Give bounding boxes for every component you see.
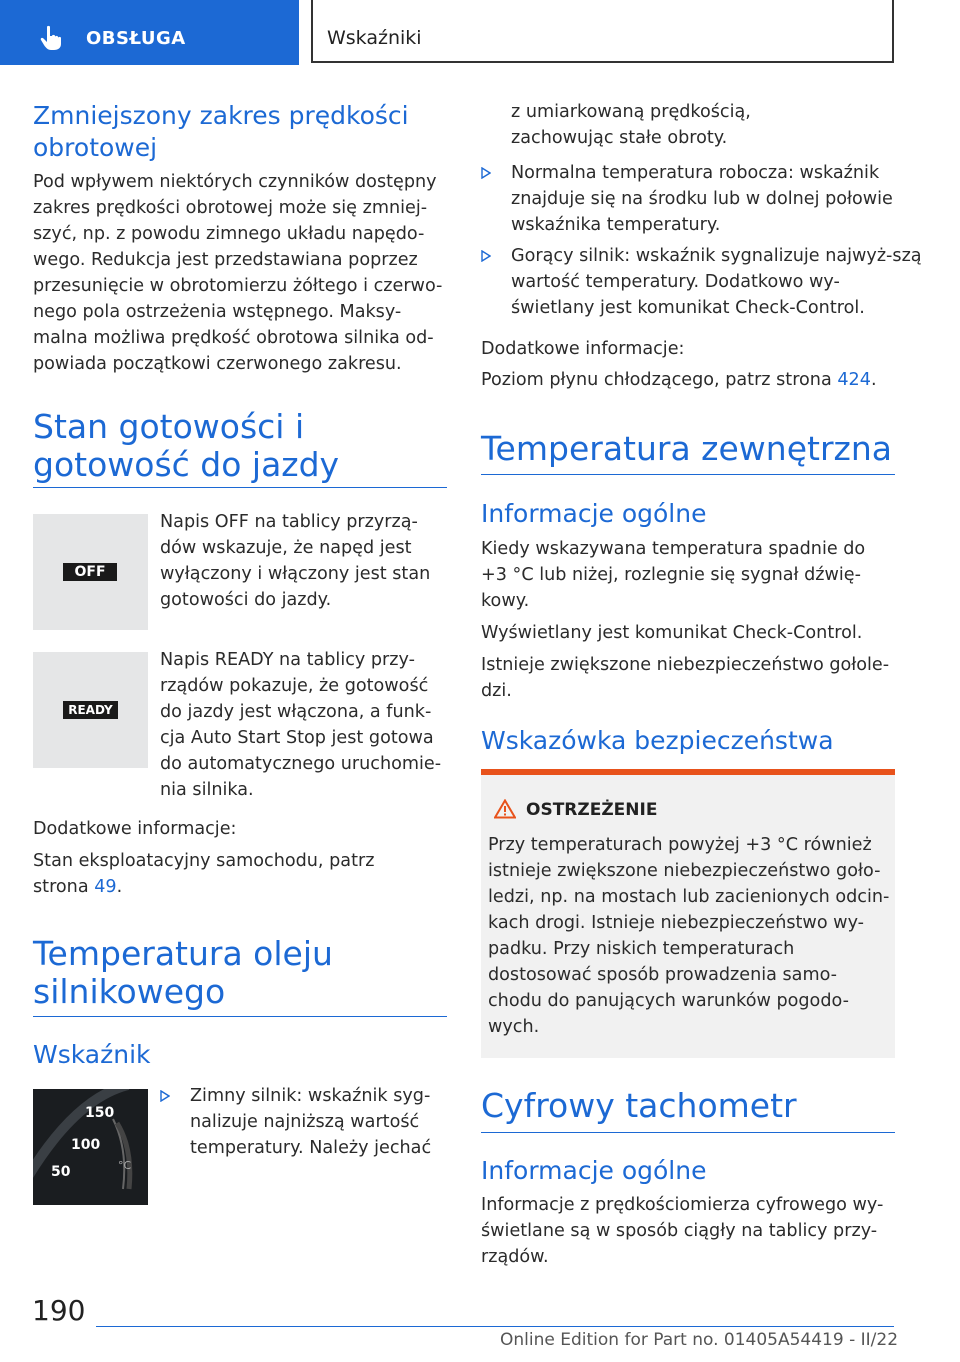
page-number: 190 [32,1294,86,1327]
heading-general-info-1: Informacje ogólne [481,499,707,528]
heading-general-info-2: Informacje ogólne [481,1156,707,1185]
section-label: OBSŁUGA [86,28,186,49]
temp-paragraph-2: Wyświetlany jest komunikat Check-Control. [481,623,863,643]
temp-paragraph-1: Kiedy wskazywana temperatura spadnie do +3 °C lub niżej, rozlegnie się sygnał dźwię-kowy. [481,539,866,611]
ready-badge: READY [63,701,118,719]
chapter-tab [311,0,894,63]
ready-indicator-image [33,652,148,768]
section-rule [481,1132,895,1133]
cold-engine-text: Zimny silnik: wskaźnik syg-nalizuje najniższą wartość temperatury. Należy jechać [190,1086,432,1158]
more-info-label: Dodatkowe informacje: [481,339,685,359]
triangle-bullet-icon [481,167,491,179]
gauge-label-150: 150 [85,1105,115,1121]
section-rule [33,487,447,488]
digital-paragraph: Informacje z prędkościomierza cyfrowego wy-świetlane są w sposób ciągły na tablicy przy-rządów. [481,1195,884,1267]
list-item [481,160,923,238]
more-info-label: Dodatkowe informacje: [33,819,237,839]
section-tab [0,0,299,65]
coolant-reference: Poziom płynu chłodzącego, patrz strona 424. [481,370,877,390]
heading-safety: Wskazówka bezpieczeństwa [481,726,834,755]
footer-rule [96,1326,894,1327]
off-indicator-image [33,514,148,630]
hand-pointer-icon [38,24,66,52]
section-rule [481,474,895,475]
triangle-bullet-icon [160,1090,170,1102]
triangle-bullet-icon [481,250,491,262]
warning-box [481,769,895,1058]
list-item [160,1083,475,1161]
ready-description: Napis READY na tablicy przy-rządów pokazuje, że gotowość do jazdy jest włączona, a funk-cja Auto Start Stop jest gotowa do automatycznego uruchomie-nia silnika. [160,650,442,800]
footer-edition: Online Edition for Part no. 01405A54419 - II/22 [500,1330,899,1350]
off-badge: OFF [63,563,117,581]
oil-gauge-image [33,1089,148,1205]
list-item [481,243,923,321]
heading-ready-state: Stan gotowości i gotowość do jazdy [33,407,340,484]
gauge-label-100: 100 [71,1137,101,1153]
heading-outside-temp: Temperatura zewnętrzna [481,429,892,468]
heading-digital-tacho: Cyfrowy tachometr [481,1086,797,1125]
hot-engine-text: Gorący silnik: wskaźnik sygnalizuje najwyż-szą wartość temperatury. Dodatkowo wy-świetlany jest komunikat Check-Control. [511,246,922,318]
gauge-label-50: 50 [51,1164,71,1180]
heading-reduced-rpm: Zmniejszony zakres prędkości obrotowej [33,101,409,162]
warning-text: Przy temperaturach powyżej +3 °C również istnieje zwiększone niebezpieczeństwo goło-ledzi, np. na mostach lub zacienionych odcin-kach drogi. Istnieje niebezpieczeństwo wy-padku. Przy niskich temperaturach dostosować sposób prowadzenia samo-chodu do panujących warunków pogodo-wych. [488,835,890,1037]
warning-title: OSTRZEŻENIE [526,800,658,820]
paragraph-reduced-rpm: Pod wpływem niektórych czynników dostępny zakres prędkości obrotowej może się zmniej-szyć, np. z powodu zimnego układu napędo-wego. Redukcja jest przedstawiana poprzez przesunięcie w obrotomierzu żółtego i czerwo-nego pola ostrzeżenia wstępnego. Maksy-malna możliwa prędkość obrotowa silnika od-powiada początkowi czerwonego zakresu. [33,172,443,374]
warning-triangle-icon [494,799,516,819]
section-rule [33,1016,447,1017]
temp-paragraph-3: Istnieje zwiększone niebezpieczeństwo gołole-dzi. [481,655,890,701]
heading-indicator: Wskaźnik [33,1040,151,1069]
off-description: Napis OFF na tablicy przyrzą-dów wskazuje, że napęd jest wyłączony i włączony jest stan gotowości do jazdy. [160,512,431,610]
cold-engine-continued: z umiarkowaną prędkością, zachowując stałe obroty. [511,102,751,148]
normal-temp-text: Normalna temperatura robocza: wskaźnik znajduje się na środku lub w dolnej połowie wskaźnika temperatury. [511,163,893,235]
state-reference: Stan eksploatacyjny samochodu, patrz strona 49. [33,851,375,897]
gauge-unit: °C [118,1159,132,1172]
coolant-page-link[interactable]: 424 [837,370,871,390]
state-page-link[interactable]: 49 [94,877,117,897]
heading-oil-temp: Temperatura oleju silnikowego [33,934,333,1011]
chapter-label: Wskaźniki [327,27,422,49]
